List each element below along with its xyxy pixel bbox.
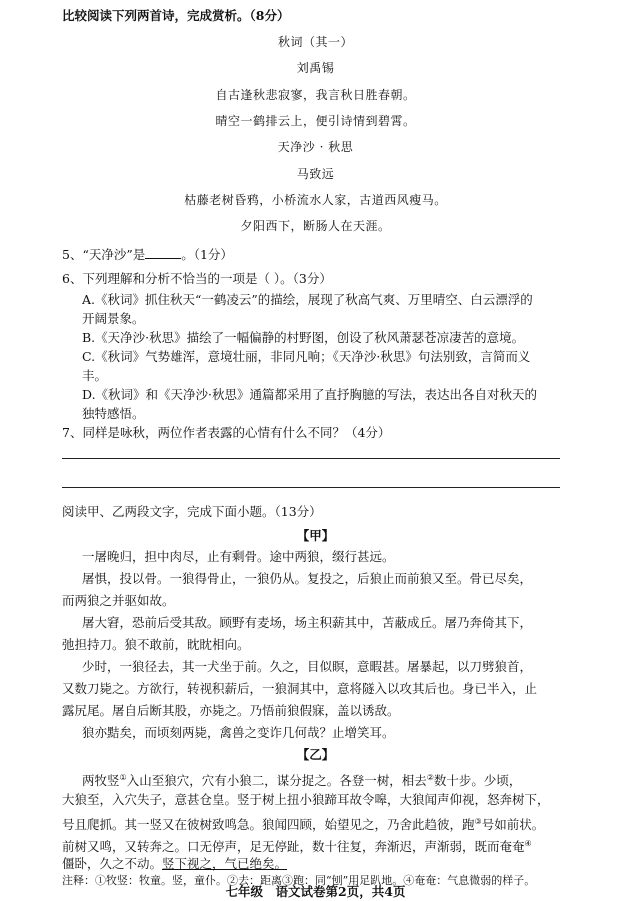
jia-p4c: 露尻尾。屠自后断其股，亦毙之。乃悟前狼假寐，盖以诱敌。 (62, 703, 400, 718)
poem2-line2: 夕阳西下，断肠人在天涯。 (240, 219, 391, 233)
option-d-line1: D.《秋词》和《天净沙·秋思》通篇都采用了直抒胸臆的写法，表达出各自对秋天的 (82, 387, 538, 402)
yi-line4 (62, 836, 532, 855)
question-5-suffix: 。（1分） (181, 247, 233, 262)
option-b: B.《天净沙·秋思》描绘了一幅偏静的村野图，创设了秋风萧瑟苍凉凄苦的意境。 (82, 330, 525, 345)
poem1-title: 秋词（其一） (277, 35, 353, 49)
yi-line1-a: 两牧竖 (82, 773, 120, 789)
note-marker-4: ④ (524, 839, 532, 848)
jia-p2a: 屠惧，投以骨。一狼得骨止，一狼仍从。复投之，后狼止而前狼又至。骨已尽矣， (82, 571, 533, 586)
answer-line-2[interactable] (62, 487, 560, 488)
jia-p4a: 少时，一狼径去，其一犬坐于前。久之，目似瞑，意暇甚。屠暴起，以刀劈狼首， (82, 659, 533, 674)
poem2-line1: 枯藤老树昏鸦，小桥流水人家，古道西风瘦马。 (184, 193, 447, 207)
option-a-line2: 开阔景象。 (82, 311, 145, 326)
jia-p3a: 屠大窘，恐前后受其敌。顾野有麦场，场主积薪其中，苫蔽成丘。屠乃奔倚其下， (82, 615, 533, 630)
yi-line1-b: 入山至狼穴，穴有小狼二，谋分捉之。各登一树，相去 (126, 773, 427, 789)
yi-line3-b: 号如前状。 (481, 817, 545, 833)
jia-p2b: 而两狼之并驱如故。 (62, 593, 175, 608)
poem1-line2: 晴空一鹤排云上，便引诗情到碧霄。 (215, 114, 416, 128)
option-c-line1: C.《秋词》气势雄浑，意境壮丽，非同凡响；《天净沙·秋思》句法别致，言简而义 (82, 349, 531, 364)
poem1-author: 刘禹锡 (296, 61, 335, 75)
reading-intro: 阅读甲、乙两段文字，完成下面小题。（13分） (62, 504, 322, 519)
footnotes: 注释：①牧竖：牧童。竖，童仆。②去：距离③跑：同“刨”用足趴地。④奄奄：气息微弱的样子。 (62, 874, 536, 887)
yi-line4-a: 前树又鸣，又转奔之。口无停声，足无停趾，数十往复，奔渐迟，声渐弱，既而奄奄 (62, 839, 525, 855)
yi-line1 (82, 770, 521, 789)
poem2-author: 马致远 (296, 167, 335, 181)
jia-p1: 一屠晚归，担中肉尽，止有剩骨。途中两狼，缀行甚远。 (82, 549, 395, 564)
question-7: 7、同样是咏秋，两位作者表露的心情有什么不同？（4分） (62, 425, 391, 440)
question-5-prefix: 5、“天净沙”是 (62, 247, 146, 262)
question-6-stem: 6、下列理解和分析不恰当的一项是（ ）。（3分） (62, 271, 332, 286)
page-footer: 七年级 语文试卷第2页，共4页 (225, 884, 406, 899)
poem1-line1: 自古逢秋悲寂寥，我言秋日胜春朝。 (215, 88, 416, 102)
poem2-title: 天净沙 · 秋思 (277, 140, 354, 154)
yi-underlined-sentence: 竖下视之，气已绝矣。 (162, 856, 288, 871)
jia-p5: 狼亦黠矣，而顷刻两毙，禽兽之变诈几何哉？止增笑耳。 (82, 725, 395, 740)
question-5 (62, 246, 233, 263)
passage-yi-title: 【乙】 (296, 747, 335, 762)
note-marker-2: ② (426, 773, 434, 782)
yi-line3 (62, 814, 544, 833)
jia-p4b: 又数刀毙之。方欲行，转视积薪后，一狼洞其中，意将隧入以攻其后也。身已半入，止 (62, 681, 538, 696)
yi-line5 (62, 856, 287, 872)
question-5-blank[interactable] (145, 246, 181, 259)
note-marker-3: ③ (474, 817, 482, 826)
yi-line1-c: 数十步。少顷， (433, 773, 522, 789)
yi-line2: 大狼至，入穴失子，意甚仓皇。竖于树上扭小狼蹄耳故令嗥，大狼闻声仰视，怒奔树下， (62, 792, 550, 807)
option-a-line1: A.《秋词》抓住秋天“一鹤凌云”的描绘，展现了秋高气爽、万里晴空、白云漂浮的 (82, 292, 533, 307)
answer-line-1[interactable] (62, 458, 560, 459)
yi-line5-a: 僵卧，久之不动。 (62, 856, 163, 871)
question-intro: 比较阅读下列两首诗，完成赏析。（8分） (62, 8, 290, 23)
jia-p3b: 弛担持刀。狼不敢前，眈眈相向。 (62, 637, 250, 652)
option-d-line2: 独特感悟。 (82, 406, 145, 421)
option-c-line2: 丰。 (82, 368, 108, 383)
note-marker-1: ① (119, 773, 127, 782)
yi-line3-a: 号且爬抓。其一竖又在彼树致鸣急。狼闻四顾，始望见之，乃舍此趋彼，跑 (62, 817, 475, 833)
passage-jia-title: 【甲】 (296, 528, 335, 543)
